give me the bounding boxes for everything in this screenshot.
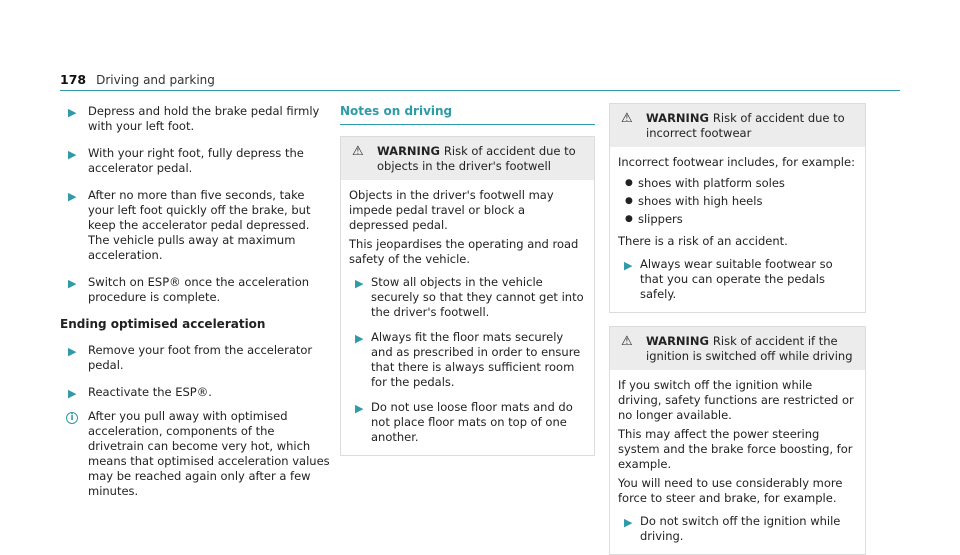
instruction-step: [349, 275, 586, 320]
warning-box-footwear: [609, 103, 866, 313]
arrow-right-icon: ▶: [68, 387, 77, 400]
warning-body: [610, 147, 865, 312]
subheading: Ending optimised acceleration: [60, 317, 266, 331]
arrow-right-icon: ▶: [624, 259, 633, 272]
step-text: Do not use loose floor mats and do not place floor mats on top of one another.: [371, 400, 573, 444]
step-text: Switch on ESP® once the acceleration procedure is complete.: [88, 275, 310, 304]
warning-intro: Incorrect footwear includes, for example:: [618, 155, 855, 169]
chapter-title: Driving and parking: [96, 73, 215, 87]
warning-header: [610, 327, 865, 370]
arrow-right-icon: ▶: [68, 345, 77, 358]
step-text: With your right foot, fully depress the accelerator pedal.: [88, 146, 304, 175]
warning-title: Risk of accident if the ignition is switched off while driving: [646, 334, 853, 363]
instruction-step: [60, 146, 332, 176]
info-icon: i: [66, 412, 78, 424]
list-item: ● shoes with high heels: [618, 192, 857, 210]
instruction-step: [618, 514, 857, 544]
step-text: Always wear suitable footwear so that you can operate the pedals safely.: [640, 257, 833, 301]
arrow-right-icon: ▶: [68, 106, 77, 119]
arrow-right-icon: ▶: [355, 402, 364, 415]
warning-label: WARNING: [646, 334, 709, 348]
step-text: [88, 188, 332, 263]
bullet-icon: ●: [625, 196, 633, 206]
warning-triangle-icon: ⚠: [352, 144, 364, 159]
bullet-icon: ●: [625, 178, 633, 188]
instruction-step: [60, 385, 332, 401]
instruction-step: [349, 400, 586, 445]
list-item: ● slippers: [618, 210, 857, 228]
page-header: [60, 72, 215, 87]
instruction-step: [60, 275, 332, 305]
arrow-right-icon: ▶: [68, 190, 77, 203]
warning-box-ignition: [609, 326, 866, 555]
instruction-step: [60, 343, 332, 373]
warning-box: [340, 136, 595, 456]
warning-header: [610, 104, 865, 147]
warning-paragraph: This may affect the power steering system and the brake force boosting, for example.: [618, 427, 853, 471]
warning-triangle-icon: ⚠: [621, 334, 633, 349]
bullet-icon: ●: [625, 214, 633, 224]
list-item: ● shoes with platform soles: [618, 174, 857, 192]
warning-body: [610, 370, 865, 554]
section-title: Notes on driving: [340, 104, 595, 125]
warning-paragraph: You will need to use considerably more force to steer and brake, for example.: [618, 476, 843, 505]
warning-triangle-icon: ⚠: [621, 111, 633, 126]
step-text: Reactivate the ESP®.: [88, 385, 212, 399]
warning-header: [341, 137, 594, 180]
info-note: [60, 409, 332, 499]
warning-title: Risk of accident due to incorrect footwear: [646, 111, 845, 140]
step-result: The vehicle pulls away at maximum acceleration.: [88, 233, 296, 262]
step-text: Do not switch off the ignition while driving.: [640, 514, 841, 543]
warning-paragraph: Objects in the driver's footwell may impede pedal travel or block a depressed pedal.: [349, 188, 554, 232]
instruction-step: [349, 330, 586, 390]
arrow-right-icon: ▶: [68, 277, 77, 290]
step-text: Depress and hold the brake pedal firmly with your left foot.: [88, 104, 320, 133]
step-text: Stow all objects in the vehicle securely so that they cannot get into the driver's footwell.: [371, 275, 584, 319]
instruction-step: [618, 257, 857, 302]
column-right: [609, 103, 866, 555]
arrow-right-icon: ▶: [68, 148, 77, 161]
warning-label: WARNING: [377, 144, 440, 158]
warning-title: Risk of accident due to objects in the driver's footwell: [377, 144, 576, 173]
arrow-right-icon: ▶: [355, 277, 364, 290]
page-number: 178: [60, 72, 87, 87]
bullet-list: [618, 174, 857, 228]
header-divider: [60, 90, 900, 91]
column-left: [60, 104, 332, 499]
warning-paragraph: If you switch off the ignition while driving, safety functions are restricted or no longer available.: [618, 378, 854, 422]
warning-risk: There is a risk of an accident.: [618, 234, 788, 248]
column-middle: [340, 104, 595, 456]
arrow-right-icon: ▶: [624, 516, 633, 529]
step-main: After no more than five seconds, take your left foot quickly off the brake, but keep the accelerator pedal depressed.: [88, 188, 311, 232]
note-text: After you pull away with optimised acceleration, components of the drivetrain can become very hot, which means that optimised acceleration values may be reached again only after a few minutes.: [88, 409, 330, 498]
warning-paragraph: This jeopardises the operating and road safety of the vehicle.: [349, 237, 579, 266]
step-text: Remove your foot from the accelerator pedal.: [88, 343, 313, 372]
step-text: Always fit the floor mats securely and as prescribed in order to ensure that there is always sufficient room for the pedals.: [371, 330, 581, 389]
arrow-right-icon: ▶: [355, 332, 364, 345]
warning-label: WARNING: [646, 111, 709, 125]
instruction-step: [60, 188, 332, 263]
instruction-step: [60, 104, 332, 134]
warning-body: [341, 180, 594, 455]
